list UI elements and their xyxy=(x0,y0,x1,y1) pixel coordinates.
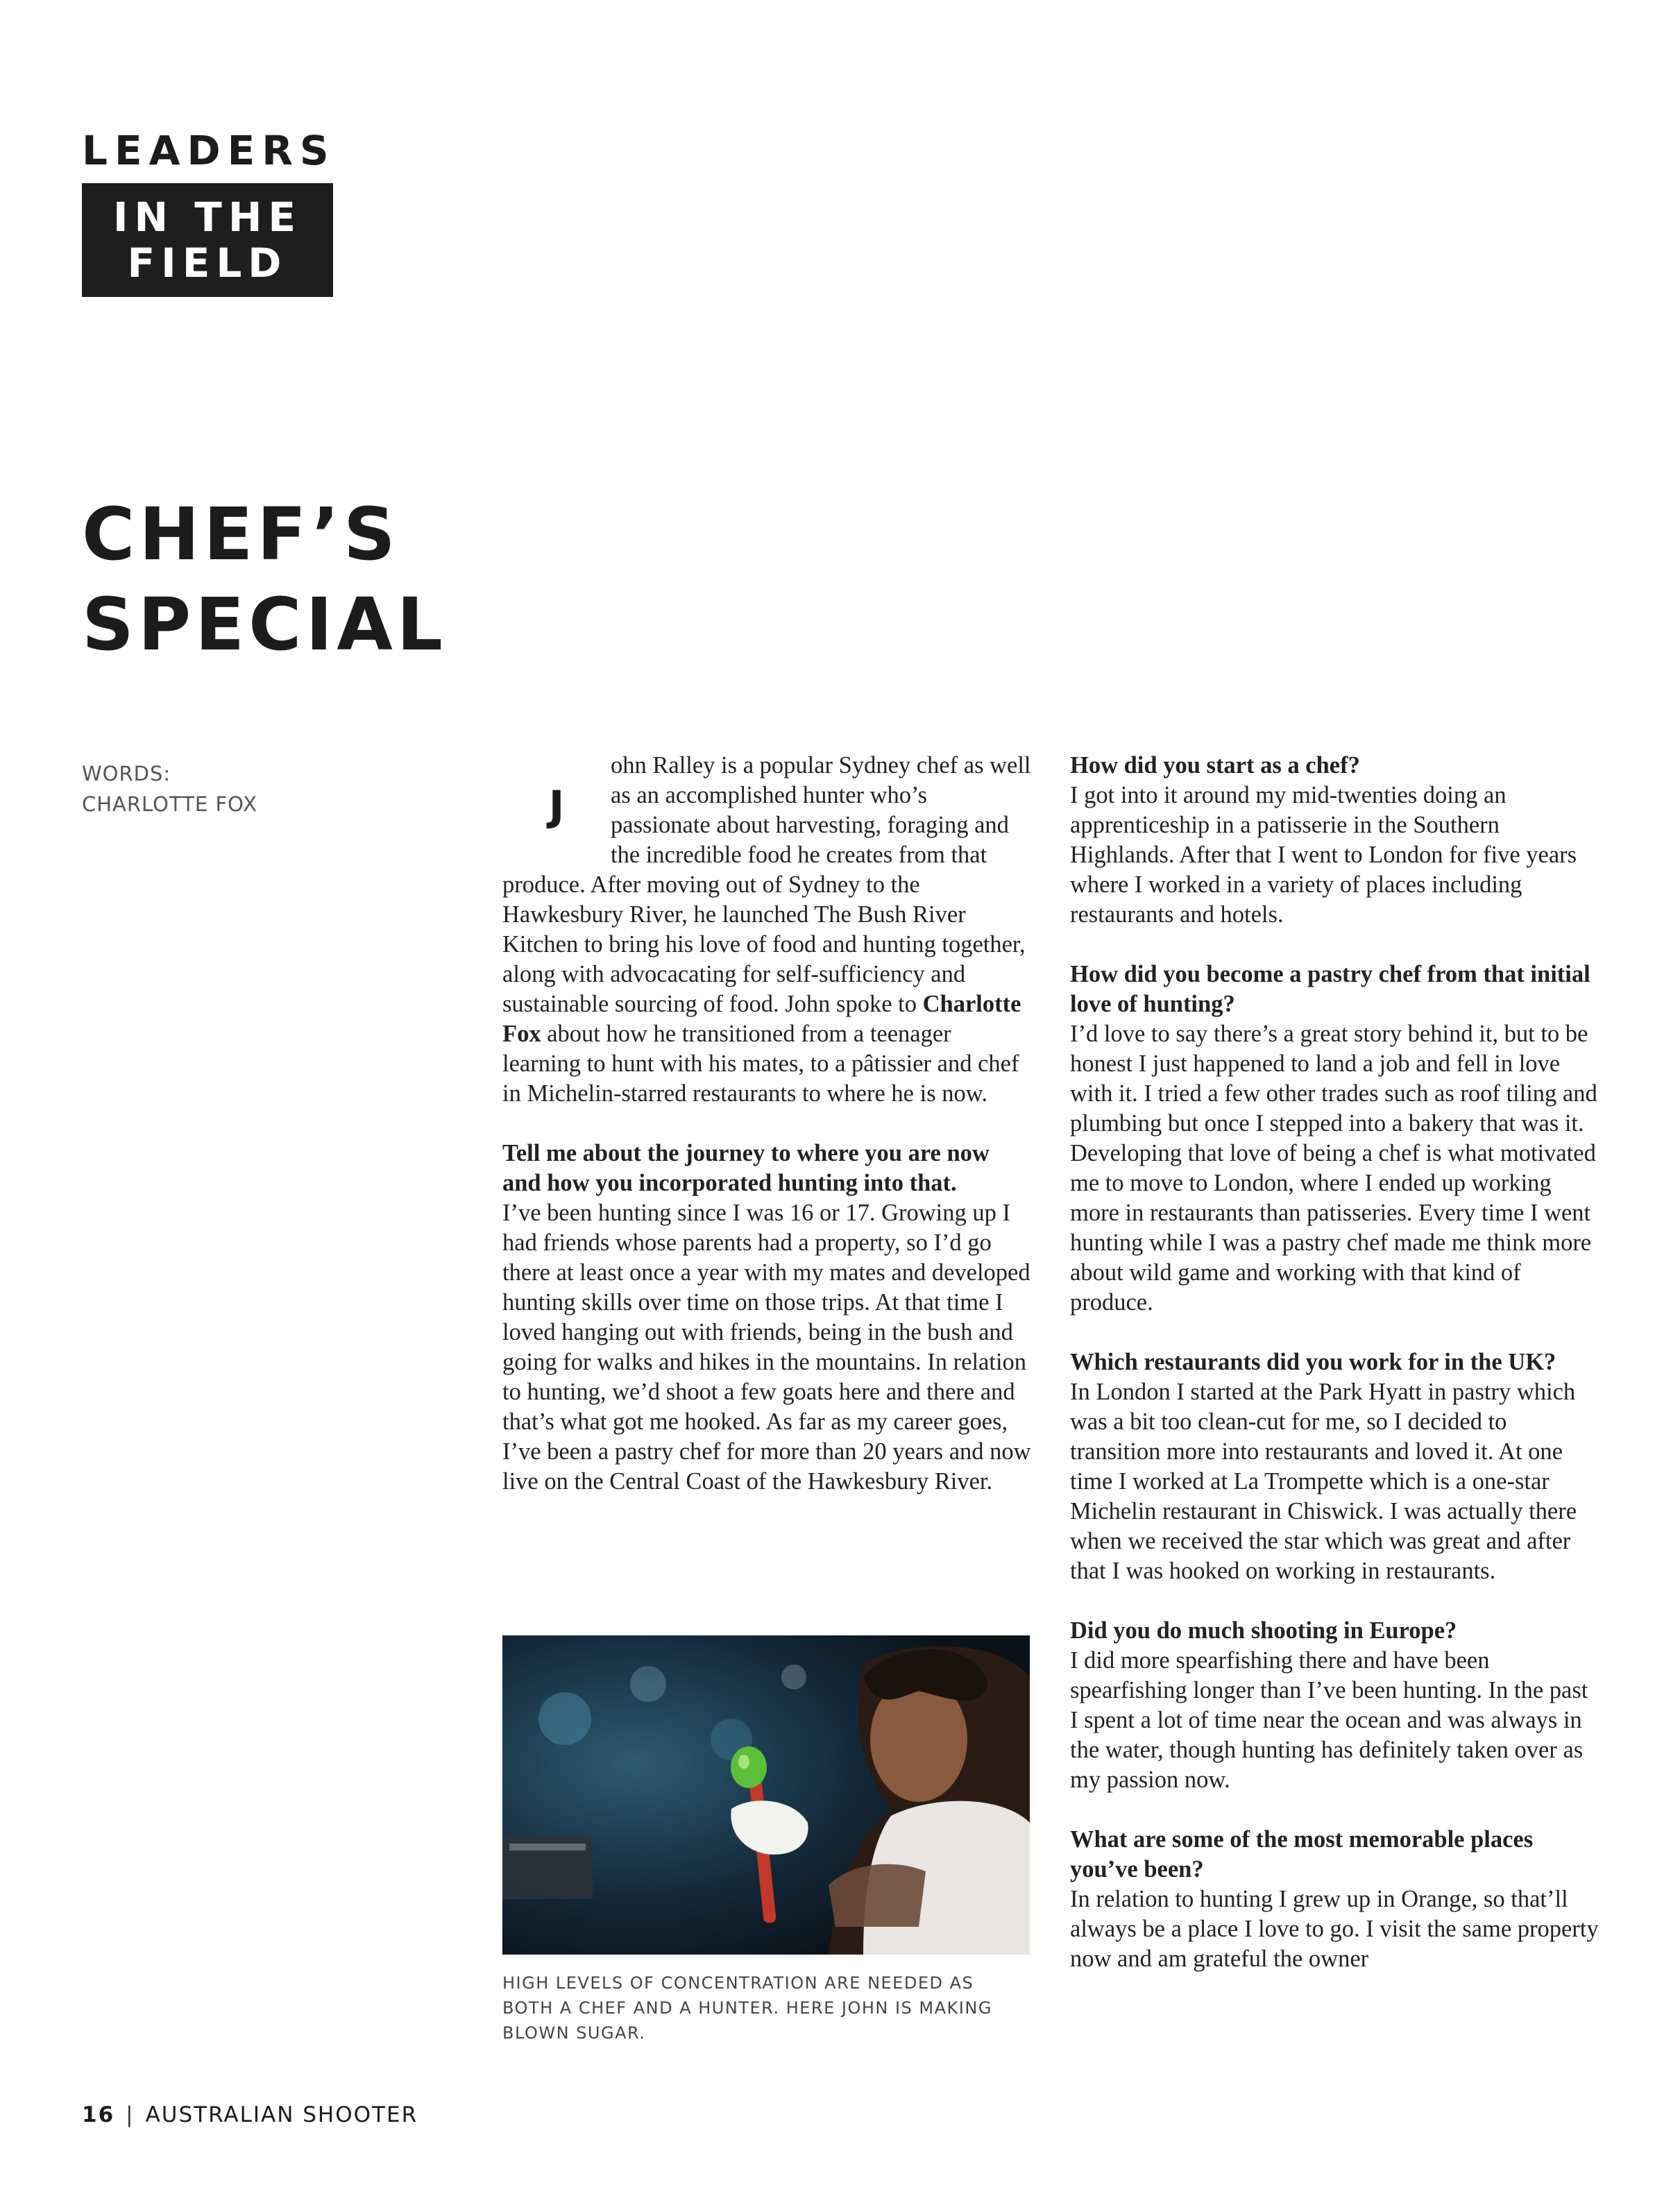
intro-paragraph xyxy=(502,751,1033,1109)
qa-block xyxy=(1070,960,1600,1318)
footer-separator: | xyxy=(126,2102,135,2127)
chef-blown-sugar-photo xyxy=(502,1635,1030,1955)
article-column-right xyxy=(1070,751,1600,1974)
byline-author: CHARLOTTE FOX xyxy=(82,792,257,816)
section-box-line-2: FIELD xyxy=(127,239,288,287)
section-tag xyxy=(82,127,336,297)
article-photo xyxy=(502,1635,1030,1955)
answer: In relation to hunting I grew up in Orange, so that’ll always be a place I love to go. I visit the same property now and am grateful the owner xyxy=(1070,1886,1599,1972)
answer: In London I started at the Park Hyatt in pastry which was a bit too clean-cut for me, so I decided to transition more into restaurants and loved it. At one time I worked at La Trompette which is a one-star Michelin restaurant in Chiswick. I was actually there when we received the star which was great and after that I was hooked on working in restaurants. xyxy=(1070,1379,1577,1584)
drop-cap: J xyxy=(548,782,565,831)
question: Did you do much shooting in Europe? xyxy=(1070,1617,1457,1644)
page-number: 16 xyxy=(82,2102,115,2127)
qa-block xyxy=(1070,1616,1600,1795)
section-label-box xyxy=(82,183,333,297)
article-headline xyxy=(82,489,447,670)
intro-author-name: Charlotte Fox xyxy=(502,991,1021,1047)
publication-name: AUSTRALIAN SHOOTER xyxy=(145,2102,418,2127)
section-box-line-1: IN THE xyxy=(112,194,303,241)
byline xyxy=(82,758,257,819)
qa-block xyxy=(1070,751,1600,930)
headline-line-1: CHEF’S xyxy=(82,492,400,577)
intro-text-start: ohn Ralley is a popular Sydney chef as well as an accomplished hunter who’s passionate about harvesting, foraging and the incredible food he creates from that produce. After moving out of Sydney to the Hawkesbury River, he launched The Bush River Kitchen to bring his love of food and hunting together, along with advocacating for self-sufficiency and sustainable sourcing of food. John spoke to xyxy=(502,752,1031,1017)
question: Tell me about the journey to where you are now and how you incorporated hunting into that. xyxy=(502,1140,990,1196)
answer: I’d love to say there’s a great story behind it, but to be honest I just happened to land a job and fell in love with it. I tried a few other trades such as roof tiling and plumbing but once I stepped into a bakery that was it. Developing that love of being a chef is what motivated me to move to London, where I ended up working more in restaurants than patisseries. Every time I went hunting while I was a pastry chef made me think more about wild game and working with that kind of produce. xyxy=(1070,1021,1597,1316)
qa-block xyxy=(1070,1347,1600,1586)
qa-block xyxy=(502,1139,1033,1497)
headline-line-2: SPECIAL xyxy=(82,582,447,667)
question: Which restaurants did you work for in the UK? xyxy=(1070,1349,1556,1375)
question: How did you become a pastry chef from that initial love of hunting? xyxy=(1070,961,1590,1017)
byline-label: WORDS: xyxy=(82,762,171,785)
intro-text-end: about how he transitioned from a teenager learning to hunt with his mates, to a pâtissier and chef in Michelin-starred restaurants to where he is now. xyxy=(502,1021,1019,1107)
article-column-left xyxy=(502,751,1033,1497)
answer: I did more spearfishing there and have been spearfishing longer than I’ve been hunting. In the past I spent a lot of time near the ocean and was always in the water, though hunting has definitely taken over as my passion now. xyxy=(1070,1647,1588,1793)
answer: I’ve been hunting since I was 16 or 17. Growing up I had friends whose parents had a property, so I’d go there at least once a year with my mates and developed hunting skills over time on those trips. At that time I loved hanging out with friends, being in the bush and going for walks and hikes in the mountains. In relation to hunting, we’d shoot a few goats here and there and that’s what got me hooked. As far as my career goes, I’ve been a pastry chef for more than 20 years and now live on the Central Coast of the Hawkesbury River. xyxy=(502,1200,1031,1495)
section-label-top: LEADERS xyxy=(82,127,336,174)
qa-block xyxy=(1070,1825,1600,1974)
question: How did you start as a chef? xyxy=(1070,752,1360,779)
photo-caption: HIGH LEVELS OF CONCENTRATION ARE NEEDED AS BOTH A CHEF AND A HUNTER. HERE JOHN IS MAKING BLOWN SUGAR. xyxy=(502,1973,992,2043)
question: What are some of the most memorable places you’ve been? xyxy=(1070,1826,1534,1882)
page-footer xyxy=(82,2102,418,2127)
answer: I got into it around my mid-twenties doing an apprenticeship in a patisserie in the Southern Highlands. After that I went to London for five years where I worked in a variety of places including restaurants and hotels. xyxy=(1070,782,1577,928)
